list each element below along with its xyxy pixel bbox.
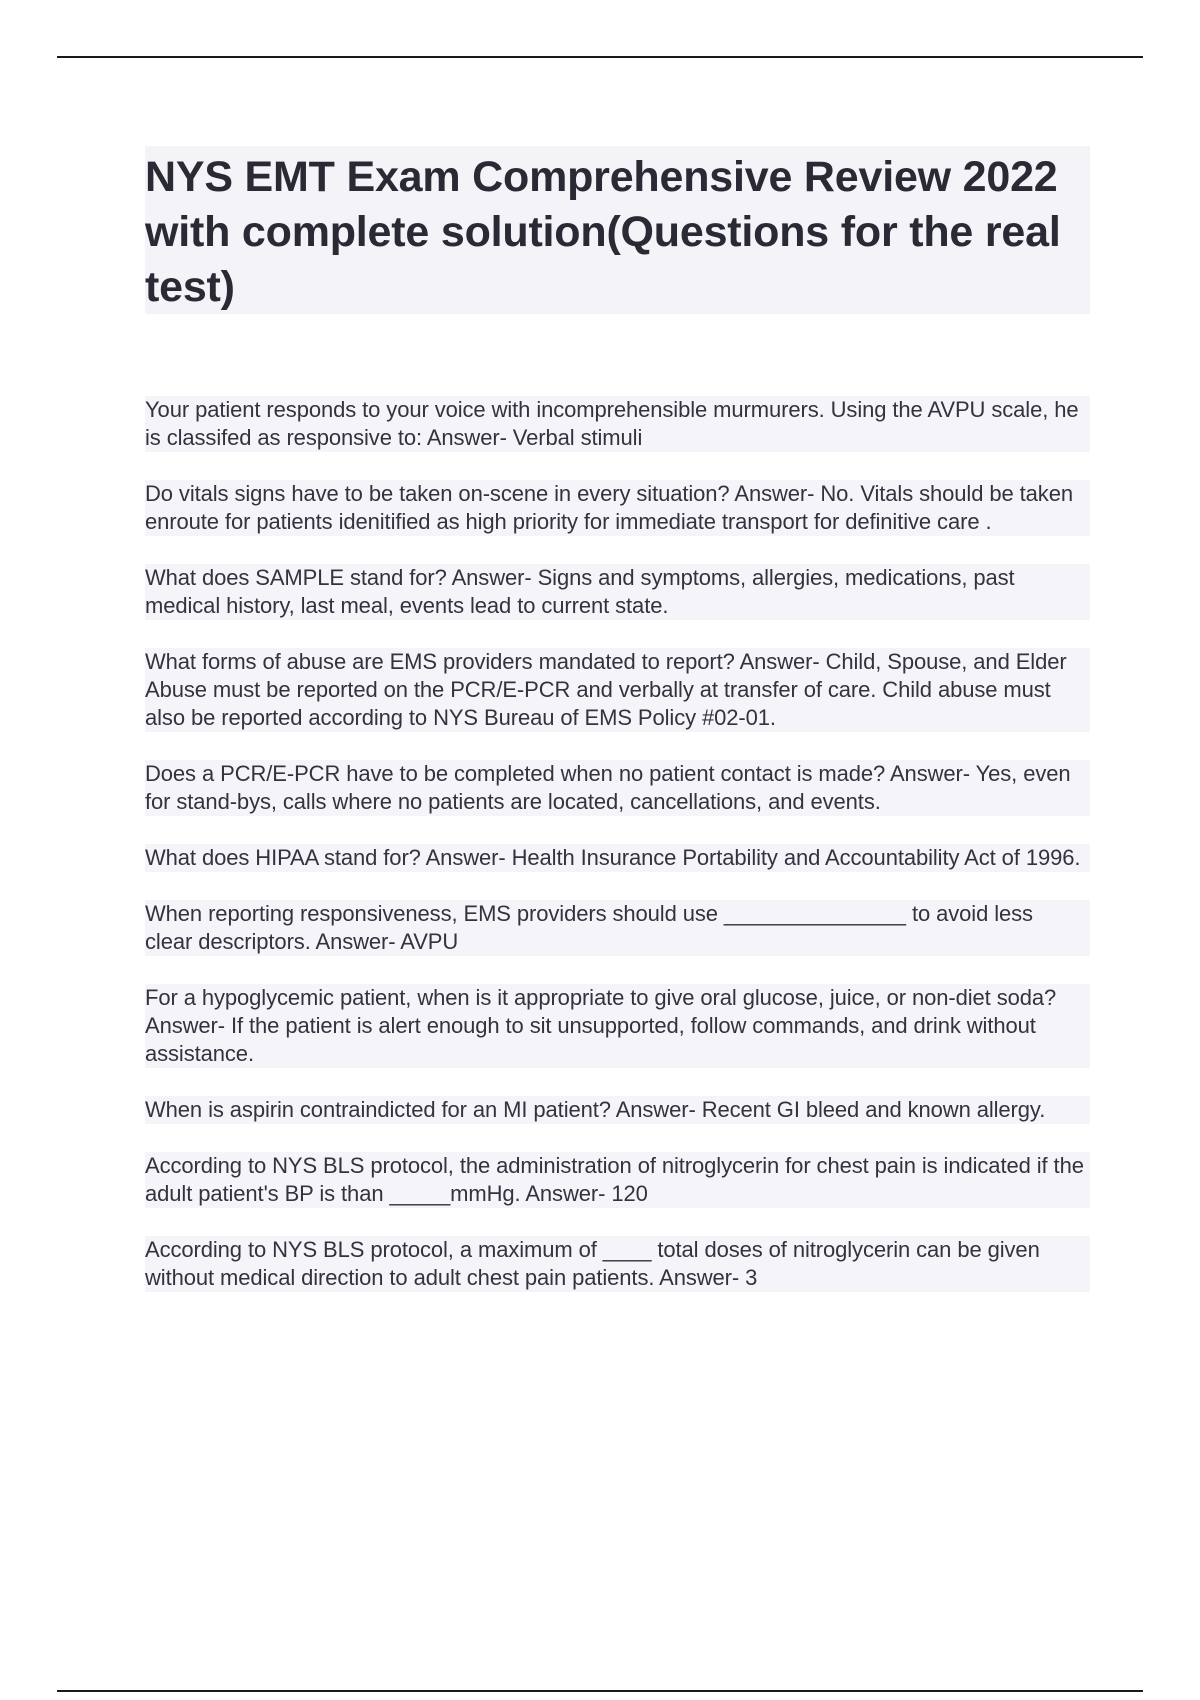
page-title: NYS EMT Exam Comprehensive Review 2022 with complete solution(Questions for the real test) (145, 153, 1061, 311)
top-divider (57, 56, 1143, 58)
qa-item: When reporting responsiveness, EMS providers should use _______________ to avoid less clear descriptors. Answer- AVPU (145, 900, 1090, 956)
qa-item: What does SAMPLE stand for? Answer- Signs and symptoms, allergies, medications, past medical history, last meal, events lead to current state. (145, 564, 1090, 620)
title-block (145, 146, 1090, 314)
qa-item: According to NYS BLS protocol, a maximum of ____ total doses of nitroglycerin can be given without medical direction to adult chest pain patients. Answer- 3 (145, 1236, 1090, 1292)
qa-item: Does a PCR/E-PCR have to be completed when no patient contact is made? Answer- Yes, even for stand-bys, calls where no patients are located, cancellations, and events. (145, 760, 1090, 816)
qa-item: What does HIPAA stand for? Answer- Health Insurance Portability and Accountability Act of 1996. (145, 844, 1090, 872)
qa-item: Your patient responds to your voice with incomprehensible murmurers. Using the AVPU scale, he is classifed as responsive to: Answer- Verbal stimuli (145, 396, 1090, 452)
qa-item: What forms of abuse are EMS providers mandated to report? Answer- Child, Spouse, and Elder Abuse must be reported on the PCR/E-PCR and verbally at transfer of care. Child abuse must also be reported according to NYS Bureau of EMS Policy #02-01. (145, 648, 1090, 732)
qa-item: When is aspirin contraindicted for an MI patient? Answer- Recent GI bleed and known allergy. (145, 1096, 1090, 1124)
question-answer-list (145, 396, 1090, 1320)
qa-item: According to NYS BLS protocol, the administration of nitroglycerin for chest pain is indicated if the adult patient's BP is than _____mmHg. Answer- 120 (145, 1152, 1090, 1208)
bottom-divider (57, 1690, 1143, 1692)
qa-item: Do vitals signs have to be taken on-scene in every situation? Answer- No. Vitals should be taken enroute for patients idenitified as high priority for immediate transport for definitive care . (145, 480, 1090, 536)
qa-item: For a hypoglycemic patient, when is it appropriate to give oral glucose, juice, or non-diet soda? Answer- If the patient is alert enough to sit unsupported, follow commands, and drink without assistance. (145, 984, 1090, 1068)
